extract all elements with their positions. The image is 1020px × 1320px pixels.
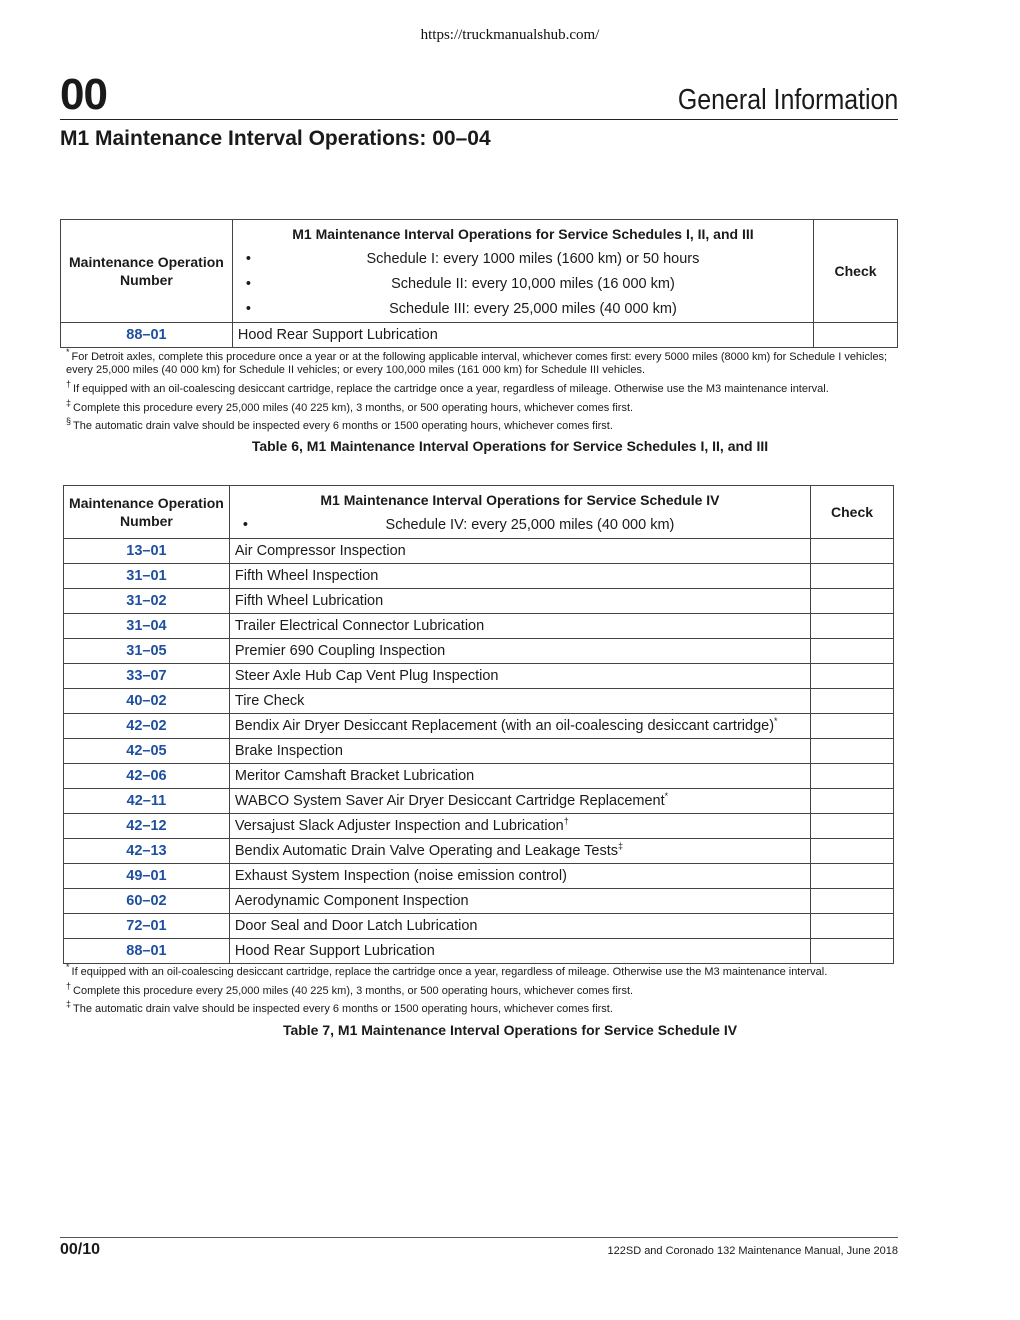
check-cell[interactable] — [811, 564, 894, 589]
check-cell[interactable] — [811, 764, 894, 789]
check-cell[interactable] — [811, 664, 894, 689]
operation-number-link[interactable]: 88–01 — [64, 939, 230, 964]
table-row — [64, 714, 894, 739]
operation-description: Trailer Electrical Connector Lubrication — [229, 614, 810, 639]
table-row — [64, 589, 894, 614]
footnote: † If equipped with an oil-coalescing desiccant cartridge, replace the cartridge once a year, regardless of mileage. Otherwise use the M3 maintenance interval. — [66, 379, 829, 395]
operation-number-link[interactable]: 31–05 — [64, 639, 230, 664]
table-row — [64, 939, 894, 964]
table-row — [64, 789, 894, 814]
table-7-caption: Table 7, M1 Maintenance Interval Operations for Service Schedule IV — [282, 1022, 738, 1038]
table-row — [64, 564, 894, 589]
footnote: * For Detroit axles, complete this procedure once a year or at the following applicable interval, whichever comes first: every 5000 miles (8000 km) for Schedule I vehicles; every 25,000 miles (40 000 km) for Schedule II vehicles; or every 100,000 miles (161 000 km) for Schedule III vehicles. — [66, 347, 888, 376]
page-number: 00/10 — [60, 1241, 101, 1258]
operation-description: WABCO System Saver Air Dryer Desiccant Cartridge Replacement* — [229, 789, 810, 814]
operation-number-link[interactable]: 31–01 — [64, 564, 230, 589]
operation-number-link[interactable]: 42–11 — [64, 789, 230, 814]
table-row — [64, 614, 894, 639]
check-cell[interactable] — [811, 539, 894, 564]
operation-description: Brake Inspection — [229, 739, 810, 764]
operation-number-link[interactable]: 42–06 — [64, 764, 230, 789]
operation-description: Aerodynamic Component Inspection — [229, 889, 810, 914]
operation-description: Bendix Air Dryer Desiccant Replacement (with an oil-coalescing desiccant cartridge)* — [229, 714, 810, 739]
table-6-caption: Table 6, M1 Maintenance Interval Operations for Service Schedules I, II, and III — [251, 438, 769, 454]
table-row — [64, 914, 894, 939]
operation-description: Fifth Wheel Inspection — [229, 564, 810, 589]
section-title: M1 Maintenance Interval Operations: 00–04 — [60, 127, 491, 150]
footnote: § The automatic drain valve should be inspected every 6 months or 1500 operating hours, whichever comes first. — [66, 416, 613, 432]
operation-description: Fifth Wheel Lubrication — [229, 589, 810, 614]
check-cell[interactable] — [811, 589, 894, 614]
check-cell[interactable] — [811, 939, 894, 964]
operation-number-link[interactable]: 42–13 — [64, 839, 230, 864]
operation-number-link[interactable]: 42–05 — [64, 739, 230, 764]
operation-description: Door Seal and Door Latch Lubrication — [229, 914, 810, 939]
operation-description: Premier 690 Coupling Inspection — [229, 639, 810, 664]
check-cell[interactable] — [811, 639, 894, 664]
check-cell[interactable] — [811, 914, 894, 939]
footnote: ‡ Complete this procedure every 25,000 miles (40 225 km), 3 months, or 500 operating hours, whichever comes first. — [66, 398, 634, 414]
operation-number-link[interactable]: 42–12 — [64, 814, 230, 839]
operation-description: Versajust Slack Adjuster Inspection and Lubrication† — [229, 814, 810, 839]
check-cell[interactable] — [811, 714, 894, 739]
operation-description: Tire Check — [229, 689, 810, 714]
operation-number-link[interactable]: 42–02 — [64, 714, 230, 739]
check-cell[interactable] — [814, 323, 898, 348]
check-cell[interactable] — [811, 839, 894, 864]
operation-description: Air Compressor Inspection — [229, 539, 810, 564]
check-cell[interactable] — [811, 814, 894, 839]
table-row — [64, 689, 894, 714]
operation-description: Bendix Automatic Drain Valve Operating and Leakage Tests‡ — [229, 839, 810, 864]
operation-description: Exhaust System Inspection (noise emission control) — [229, 864, 810, 889]
footer-rule — [60, 1237, 898, 1238]
table-row — [64, 864, 894, 889]
operation-description: Meritor Camshaft Bracket Lubrication — [229, 764, 810, 789]
schedule-item: • Schedule II: every 10,000 miles (16 000 km) — [238, 272, 808, 297]
operation-description: Hood Rear Support Lubrication — [232, 323, 813, 348]
table-6-check-header: Check — [814, 220, 898, 323]
operation-number-link[interactable]: 40–02 — [64, 689, 230, 714]
table-6-num-header: Maintenance Operation Number — [61, 220, 233, 323]
table-7 — [63, 485, 894, 964]
schedule-item: • Schedule I: every 1000 miles (1600 km) or 50 hours — [238, 247, 808, 272]
check-cell[interactable] — [811, 689, 894, 714]
table-row — [64, 739, 894, 764]
schedule-item: • Schedule III: every 25,000 miles (40 000 km) — [238, 297, 808, 322]
table-row — [61, 323, 898, 348]
operation-number-link[interactable]: 88–01 — [61, 323, 233, 348]
manual-title: 122SD and Coronado 132 Maintenance Manual, June 2018 — [607, 1245, 898, 1257]
check-cell[interactable] — [811, 864, 894, 889]
table-6 — [60, 219, 898, 348]
table-row — [64, 539, 894, 564]
operation-number-link[interactable]: 49–01 — [64, 864, 230, 889]
chapter-title: General Information — [677, 84, 898, 116]
table-row — [64, 839, 894, 864]
operation-description: Hood Rear Support Lubrication — [229, 939, 810, 964]
check-cell[interactable] — [811, 789, 894, 814]
table-row — [64, 639, 894, 664]
table-7-title-header — [229, 486, 810, 539]
table-6-title: M1 Maintenance Interval Operations for Service Schedules I, II, and III — [292, 226, 754, 242]
operation-number-link[interactable]: 60–02 — [64, 889, 230, 914]
operation-number-link[interactable]: 13–01 — [64, 539, 230, 564]
check-cell[interactable] — [811, 739, 894, 764]
chapter-number: 00 — [60, 70, 107, 119]
source-url[interactable]: https://truckmanualshub.com/ — [420, 27, 600, 43]
table-7-num-header: Maintenance Operation Number — [64, 486, 230, 539]
check-cell[interactable] — [811, 889, 894, 914]
table-7-check-header: Check — [811, 486, 894, 539]
schedule-item: • Schedule IV: every 25,000 miles (40 000 km) — [235, 513, 805, 538]
footnote: † Complete this procedure every 25,000 miles (40 225 km), 3 months, or 500 operating hours, whichever comes first. — [66, 981, 634, 997]
check-cell[interactable] — [811, 614, 894, 639]
operation-number-link[interactable]: 33–07 — [64, 664, 230, 689]
table-row — [64, 764, 894, 789]
operation-number-link[interactable]: 72–01 — [64, 914, 230, 939]
header-rule — [60, 119, 898, 120]
operation-number-link[interactable]: 31–02 — [64, 589, 230, 614]
table-6-title-header — [232, 220, 813, 323]
operation-description: Steer Axle Hub Cap Vent Plug Inspection — [229, 664, 810, 689]
table-row — [64, 814, 894, 839]
footnote: * If equipped with an oil-coalescing desiccant cartridge, replace the cartridge once a year, regardless of mileage. Otherwise use the M3 maintenance interval. — [66, 962, 828, 978]
operation-number-link[interactable]: 31–04 — [64, 614, 230, 639]
table-7-title: M1 Maintenance Interval Operations for Service Schedule IV — [320, 492, 720, 508]
footnote: ‡ The automatic drain valve should be inspected every 6 months or 1500 operating hours, whichever comes first. — [66, 999, 613, 1015]
table-row — [64, 889, 894, 914]
table-row — [64, 664, 894, 689]
